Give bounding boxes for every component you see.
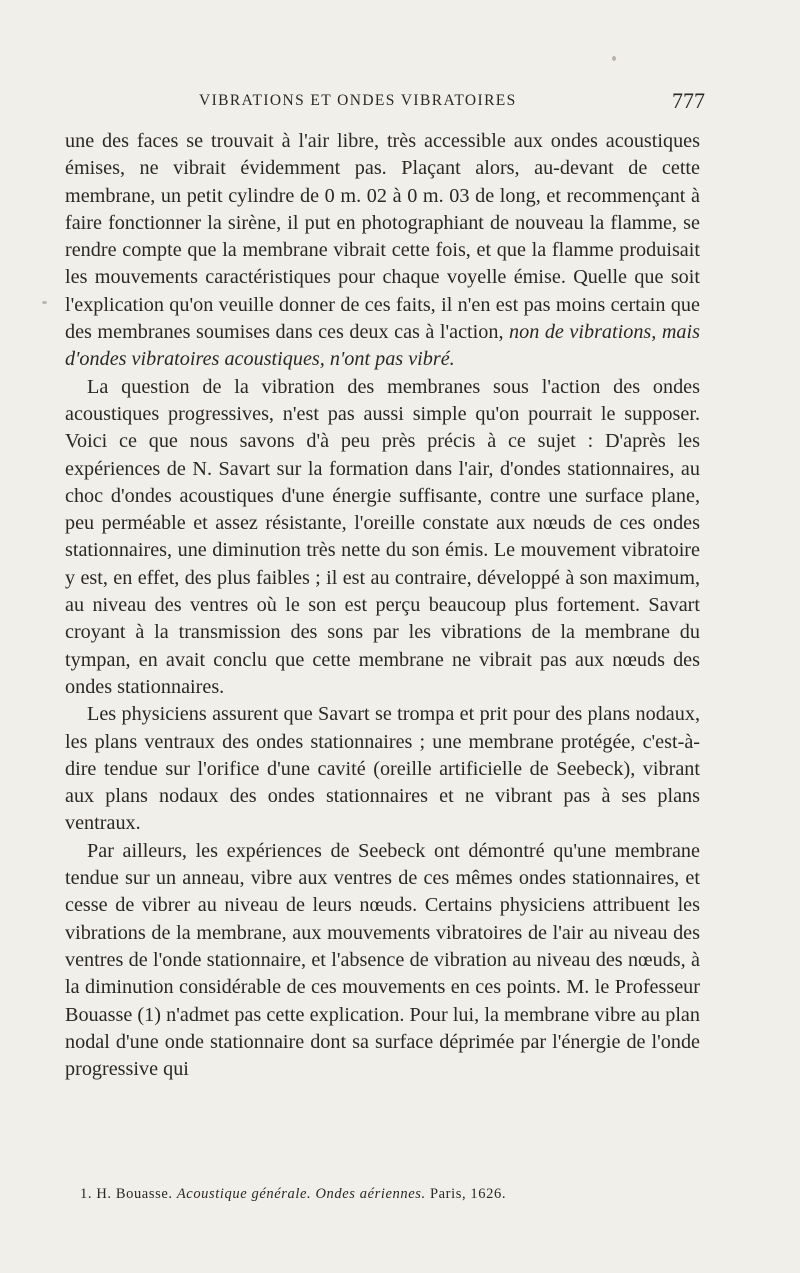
italic-text-run: non de vibrations, mais d'ondes vibratoires acoustiques, n'ont pas vibré. [65,321,700,371]
paragraph [65,128,700,374]
footnote-publication: Paris, 1626. [429,1186,507,1202]
page-number: 777 [672,88,705,113]
footnote-title: Acoustique générale. Ondes aériennes. [176,1186,426,1202]
page-header [65,88,705,118]
footnote-author: H. Bouasse. [96,1186,173,1202]
running-head: VIBRATIONS ET ONDES VIBRATOIRES [199,92,517,109]
paper-speck [612,56,616,61]
paragraph [65,701,700,837]
text-run: Par ailleurs, les expériences de Seebeck ont démontré qu'une membrane tendue sur un anneau, vibre aux ventres de ces mêmes ondes stationnaires, et cesse de vibrer au niveau de leurs nœuds. Certains physiciens attribuent les vibrations de la membrane, aux mouvements vibratoires de l'air au niveau des ventres de l'onde stationnaire, et l'absence de vibration au niveau des nœuds, à la diminution considérable de ces mouvements en ces points. M. le Professeur Bouasse (1) n'admet pas cette explication. Pour lui, la membrane vibre au plan nodal d'une onde stationnaire dont sa surface déprimée par l'énergie de l'onde progressive qui [65,839,700,1081]
paragraph [65,374,700,702]
text-run: une des faces se trouvait à l'air libre, très accessible aux ondes acoustiques émises, ne vibrait évidemment pas. Plaçant alors, au-devant de cette membrane, un petit cylindre de 0 m. 02 à 0 m. 03 de long, et recommençant à faire fonctionner la sirène, il put en photographiant de nouveau la flamme, se rendre compte que la membrane vibrait cette fois, et que la flamme produisait les mouvements caractéristiques pour chaque voyelle émise. Quelle que soit l'explication qu'on veuille donner de ces faits, il n'en est pas moins certain que des membranes soumises dans ces deux cas à l'action, [65,130,700,344]
paragraph [65,838,700,1084]
footnote [80,1185,700,1203]
text-run: La question de la vibration des membranes sous l'action des ondes acoustiques progressives, n'est pas aussi simple qu'on pourrait le supposer. Voici ce que nous savons d'à peu près précis à ce sujet : D'après les expériences de N. Savart sur la formation dans l'air, d'ondes stationnaires, au choc d'ondes acoustiques d'une énergie suffisante, contre une surface plane, peu perméable et assez résistante, l'oreille constate aux nœuds de ces ondes stationnaires, une diminution très nette du son émis. Le mouvement vibratoire y est, en effet, des plus faibles ; il est au contraire, développé à son maximum, au niveau des ventres où le son est perçu beaucoup plus fortement. Savart croyant à la transmission des sons par les vibrations de la membrane du tympan, en avait conclu que cette membrane ne vibrait pas aux nœuds des ondes stationnaires. [65,375,700,698]
body-text [65,128,700,1083]
paper-speck [42,301,47,304]
text-run: Les physiciens assurent que Savart se trompa et prit pour des plans nodaux, les plans ventraux des ondes stationnaires ; une membrane protégée, c'est-à-dire tendue sur l'orifice d'une cavité (oreille artificielle de Seebeck), vibrant aux plans nodaux des ondes stationnaires et ne vibrant pas à ses plans ventraux. [65,703,700,835]
footnote-number: 1. [80,1186,93,1202]
